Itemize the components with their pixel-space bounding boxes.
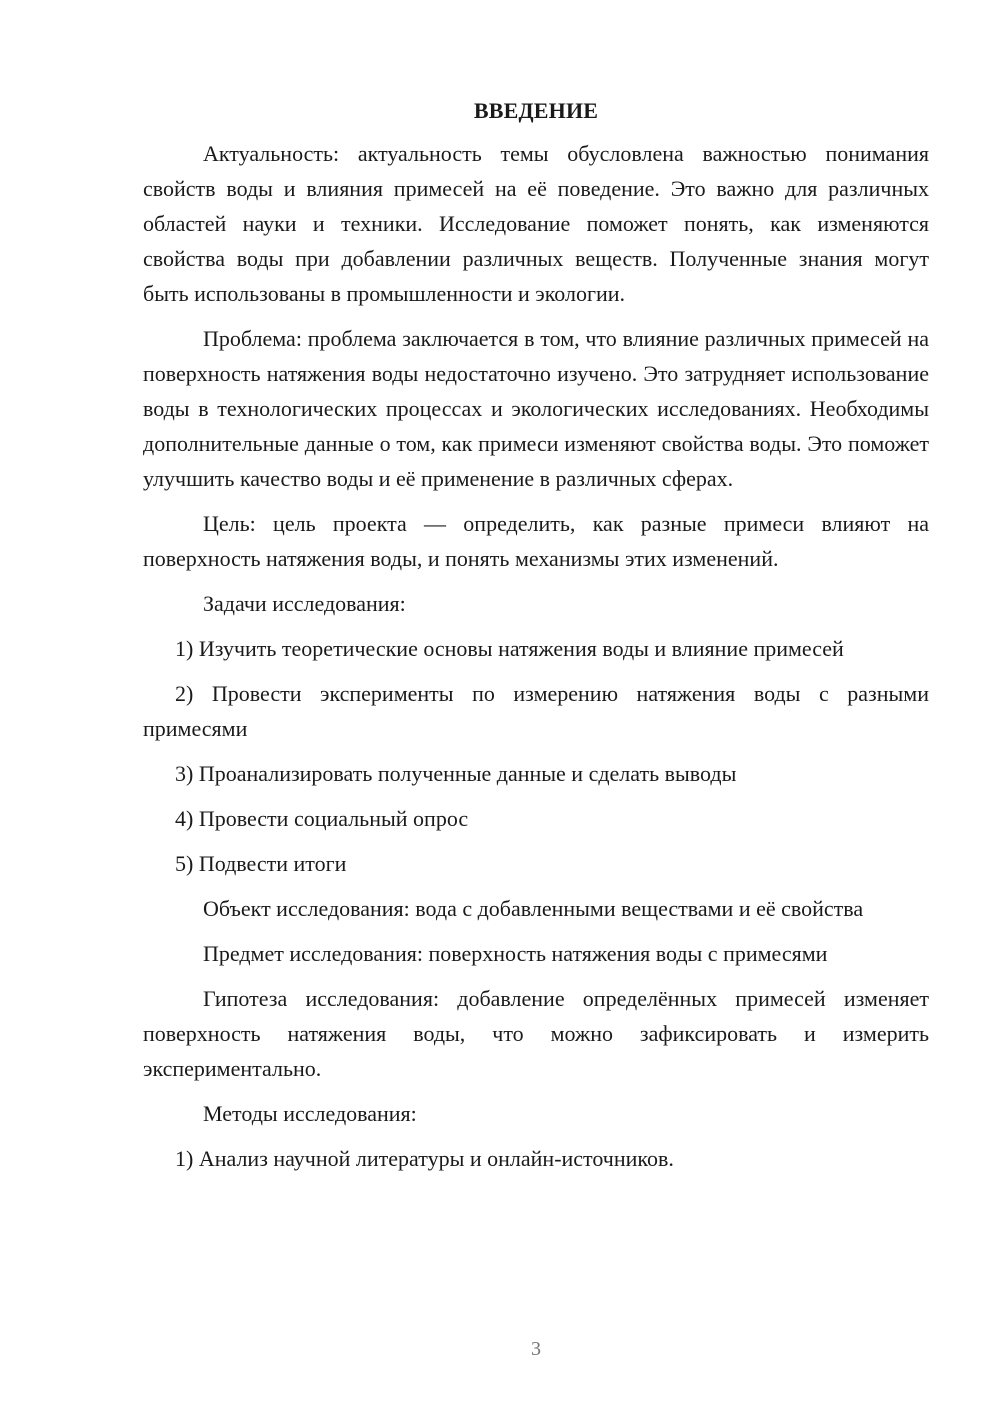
- method-item-1: 1) Анализ научной литературы и онлайн-источников.: [175, 1146, 674, 1171]
- tasks-title: Задачи исследования:: [203, 591, 406, 616]
- task-item-3: 3) Проанализировать полученные данные и сделать выводы: [175, 761, 737, 786]
- paragraph-relevance: Актуальность: актуальность темы обусловлена важностью понимания свойств воды и влияния примесей на её поведение. Это важно для различных областей науки и техники. Исследование поможет понять, как изменяются свойства воды при добавлении различных веществ. Полученные знания могут быть использованы в промышленности и экологии.: [143, 141, 929, 306]
- task-item-4: 4) Провести социальный опрос: [175, 806, 469, 831]
- task-item-5: 5) Подвести итоги: [175, 851, 347, 876]
- task-item-2: 2) Провести эксперименты по измерению натяжения воды с разными примесями: [143, 681, 929, 741]
- paragraph-subject: Предмет исследования: поверхность натяжения воды с примесями: [203, 941, 828, 966]
- paragraph-problem: Проблема: проблема заключается в том, что влияние различных примесей на поверхность натяжения воды недостаточно изучено. Это затрудняет использование воды в технологических процессах и экологических исследованиях. Необходимы дополнительные данные о том, как примеси изменяют свойства воды. Это поможет улучшить качество воды и её применение в различных сферах.: [143, 326, 929, 491]
- task-item-1: 1) Изучить теоретические основы натяжения воды и влияние примесей: [175, 636, 844, 661]
- paragraph-goal: Цель: цель проекта — определить, как разные примеси влияют на поверхность натяжения воды, и понять механизмы этих изменений.: [143, 511, 929, 571]
- paragraph-object: Объект исследования: вода с добавленными веществами и её свойства: [203, 896, 864, 921]
- section-heading: ВВЕДЕНИЕ: [473, 98, 599, 123]
- paragraph-hypothesis: Гипотеза исследования: добавление определённых примесей изменяет поверхность натяжения воды, что можно зафиксировать и измерить экспериментально.: [143, 986, 929, 1081]
- page-number: 3: [531, 1338, 541, 1360]
- page-content: [143, 93, 929, 1186]
- methods-title: Методы исследования:: [203, 1101, 417, 1126]
